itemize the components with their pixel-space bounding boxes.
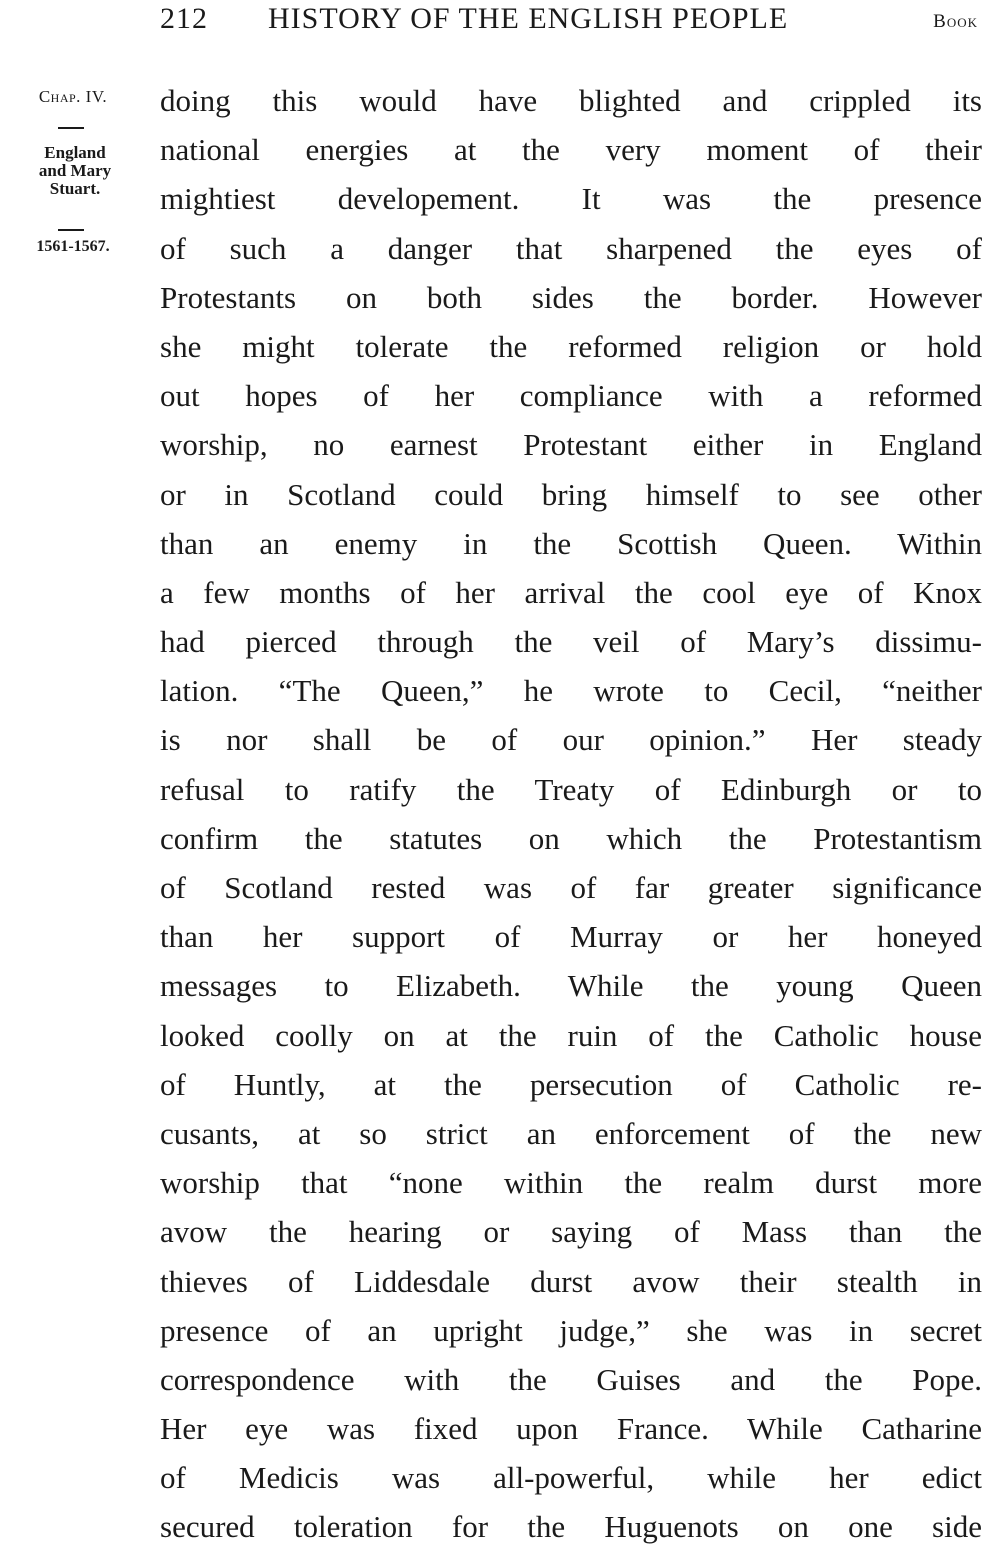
sidenote-subject-line: and Mary <box>38 161 112 180</box>
text-line: she might tolerate the reformed religion or hold <box>160 328 982 364</box>
body-text <box>160 76 982 1552</box>
text-line: worship that “none within the realm durst more <box>160 1165 982 1201</box>
page-number: 212 <box>160 2 208 35</box>
text-line: or in Scotland could bring himself to see other <box>160 476 982 512</box>
text-line: messages to Elizabeth. While the young Queen <box>160 968 982 1004</box>
sidenote-dates: 1561-1567. <box>36 238 110 255</box>
text-line: mightiest developement. It was the presence <box>160 181 982 217</box>
text-line: looked coolly on at the ruin of the Catholic house <box>160 1017 982 1053</box>
text-line: of such a danger that sharpened the eyes of <box>160 230 982 266</box>
sidenote-subject <box>10 144 140 198</box>
sidenote-divider <box>58 229 84 231</box>
text-line: confirm the statutes on which the Protestantism <box>160 820 982 856</box>
sidenote-subject-line: Stuart. <box>49 179 101 198</box>
text-line: than her support of Murray or her honeyed <box>160 919 982 955</box>
text-line: out hopes of her compliance with a reformed <box>160 378 982 414</box>
sidenote-divider <box>58 127 84 129</box>
text-line: is nor shall be of our opinion.” Her steady <box>160 722 982 758</box>
text-line: of Huntly, at the persecution of Catholic re- <box>160 1066 982 1102</box>
text-line: correspondence with the Guises and the Pope. <box>160 1361 982 1397</box>
text-line: presence of an upright judge,” she was in secret <box>160 1312 982 1348</box>
text-line: secured toleration for the Huguenots on one side <box>160 1509 982 1545</box>
text-line: thieves of Liddesdale durst avow their stealth in <box>160 1263 982 1299</box>
text-line: of Medicis was all-powerful, while her edict <box>160 1460 982 1496</box>
text-line: refusal to ratify the Treaty of Edinburgh or to <box>160 771 982 807</box>
running-title: HISTORY OF THE ENGLISH PEOPLE <box>268 2 789 35</box>
text-line: Protestants on both sides the border. However <box>160 279 982 315</box>
book-label: Book <box>933 11 978 32</box>
text-line: Her eye was fixed upon France. While Catharine <box>160 1411 982 1447</box>
text-line: worship, no earnest Protestant either in England <box>160 427 982 463</box>
text-line: national energies at the very moment of their <box>160 132 982 168</box>
sidenote-subject-line: England <box>44 143 106 162</box>
text-line: of Scotland rested was of far greater significance <box>160 870 982 905</box>
text-line: lation. “The Queen,” he wrote to Cecil, “neither <box>160 673 982 709</box>
text-line: a few months of her arrival the cool eye of Knox <box>160 574 982 610</box>
text-line: than an enemy in the Scottish Queen. Within <box>160 525 982 561</box>
running-header <box>0 0 1000 50</box>
text-line: had pierced through the veil of Mary’s dissimu- <box>160 624 982 660</box>
text-line: cusants, at so strict an enforcement of the new <box>160 1115 982 1151</box>
sidenote-chapter: Chap. IV. <box>38 87 108 106</box>
text-line: doing this would have blighted and crippled its <box>160 83 982 118</box>
text-line: avow the hearing or saying of Mass than the <box>160 1214 982 1250</box>
